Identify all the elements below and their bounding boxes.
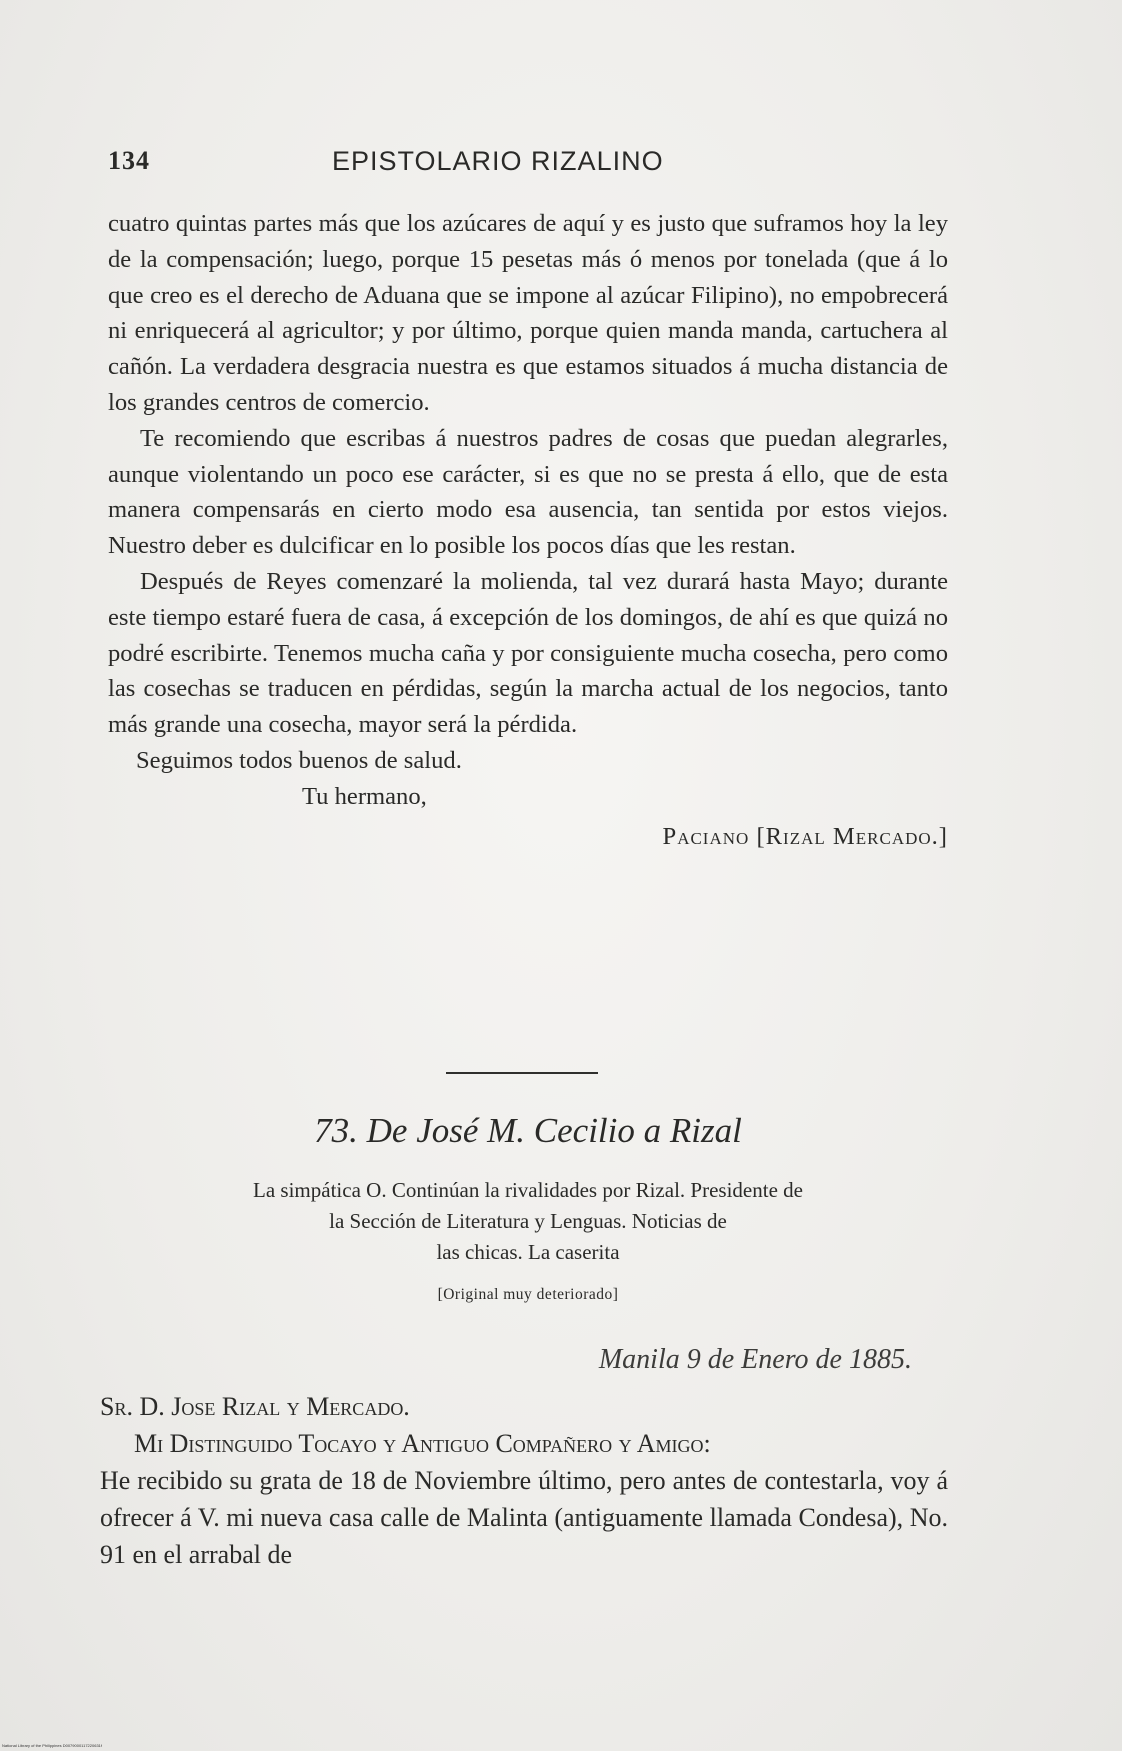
dateline: Manila 9 de Enero de 1885. [598, 1344, 912, 1375]
salutation [100, 1425, 948, 1462]
summary-line: las chicas. La caserita [436, 1240, 620, 1264]
letter-title: 73. De José M. Cecilio a Rizal [314, 1111, 742, 1150]
previous-letter-body [108, 206, 948, 854]
paragraph-3: Después de Reyes comenzaré la molienda, tal vez durará hasta Mayo; durante este tiempo estaré fuera de casa, á excepción de los domingos, de ahí es que quizá no podré escribirte. Tenemos mucha caña y por consiguiente mucha cosecha, pero como las cosechas se traducen en pérdidas, según la marcha actual de los negocios, tanto más grande una cosecha, mayor será la pérdida. [108, 567, 948, 739]
running-head: EPISTOLARIO RIZALINO [332, 146, 664, 176]
letter-summary [108, 1175, 948, 1268]
section-divider [446, 1072, 598, 1074]
paragraph-1: cuatro quintas partes más que los azúcares de aquí y es justo que suframos hoy la ley de la compensación; luego, porque 15 pesetas más ó menos por tonelada (que á lo que creo es el derecho de Aduana que se impone al azúcar Filipino), no empobrecerá ni enriquecerá al agricultor; y por último, porque quien manda manda, cartuchera al cañón. La verdadera desgracia nuestra es que estamos situados á mucha distancia de los grandes centros de comercio. [108, 210, 948, 416]
page-header [108, 146, 948, 186]
summary-line: la Sección de Literatura y Lenguas. Noticias de [329, 1209, 727, 1233]
paragraph-2: Te recomiendo que escribas á nuestros padres de cosas que puedan alegrarles, aunque violentando un poco ese carácter, si es que no se presta á ello, que de esta manera compensarás en cierto modo esa ausencia, tan sentida por estos viejos. Nuestro deber es dulcificar en lo posible los pocos días que les restan. [108, 424, 948, 560]
letter-body [100, 1388, 948, 1573]
letter-paragraph: He recibido su grata de 18 de Noviembre último, pero antes de contestarla, voy á ofrecer á V. mi nueva casa calle de Malinta (antiguamente llamada Condesa), No. 91 en el arrabal de [100, 1466, 948, 1569]
addressee: Sr. D. Jose Rizal y Mercado. [100, 1392, 410, 1421]
signature: Paciano [Rizal Mercado.] [662, 822, 948, 850]
footer-credit: National Library of the Philippines D0079000117220631f [2, 1743, 102, 1748]
salutation-text: Mi Distinguido Tocayo y Antiguo Compañero y Amigo: [134, 1429, 711, 1458]
closing-health: Seguimos todos buenos de salud. [136, 746, 462, 774]
summary-line: La simpática O. Continúan la rivalidades por Rizal. Presidente de [253, 1178, 803, 1202]
page-number: 134 [108, 146, 150, 175]
closing-brother: Tu hermano, [302, 782, 427, 810]
editorial-note: [Original muy deteriorado] [437, 1286, 619, 1303]
